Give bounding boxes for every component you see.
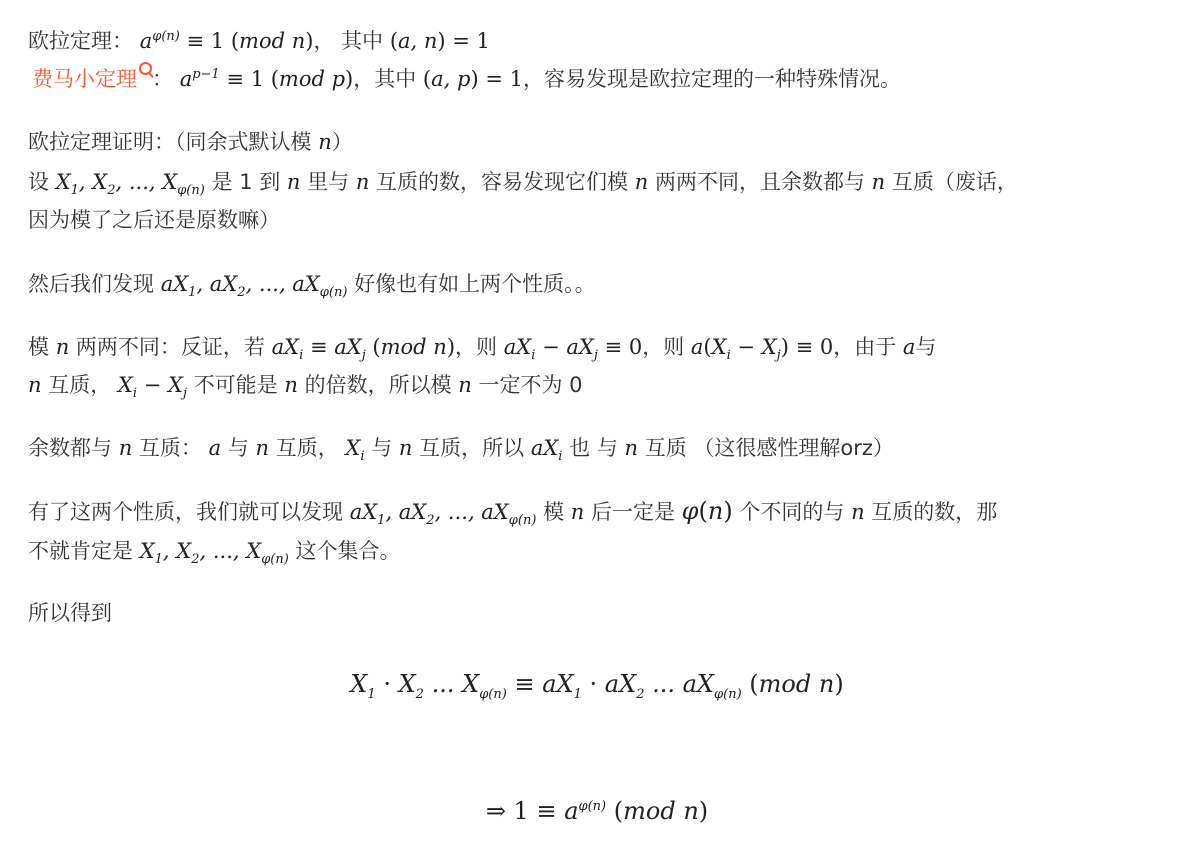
p4-s8: 互质 （这很感性理解orz） [644, 436, 894, 460]
euler-label: 欧拉定理： [28, 29, 133, 53]
math-n: n [398, 436, 413, 460]
p3-line2 [28, 370, 583, 400]
proof-title [28, 127, 353, 157]
math-axi: $aX_i$ [530, 436, 563, 465]
math-xi-xj: $X_i - X_j$ [117, 373, 187, 402]
proof-title-end: ） [331, 130, 353, 154]
p3-s3: ，则 [455, 335, 498, 359]
math-n: n [624, 436, 639, 460]
p3-s7: 互质， [48, 373, 112, 397]
math-n: n [458, 373, 472, 397]
p3-s5: ，由于 [833, 335, 897, 359]
math-a: a [902, 335, 916, 359]
p3-s4: ，则 [642, 335, 685, 359]
p1-s4: 互质的数，容易发现它们模 [376, 170, 629, 194]
p2-s1: 然后我们发现 [28, 272, 154, 296]
p1-line1 [28, 167, 1018, 197]
p3-s8: 不可能是 [193, 373, 278, 397]
p1-s5: 两两不同，且余数都与 [654, 170, 865, 194]
p5-line2a: 不就肯定是 [28, 539, 133, 563]
p3-line1 [28, 332, 936, 362]
p5-s2: 模 [543, 500, 565, 524]
math-ax-set: $aX_1$, $aX_2$, ..., $aX_{\varphi(n)}$ [160, 272, 348, 301]
p4-s6: 互质，所以 [419, 436, 525, 460]
p4-s5: 与 [371, 436, 393, 460]
math-n: n [355, 170, 370, 194]
p5-line2 [28, 536, 401, 566]
math-x-set: $X_1$, $X_2$, ..., $X_{\varphi(n)}$ [139, 539, 289, 568]
fermat-condition: (a, p) = 1 [422, 67, 523, 91]
proof-title-text: 欧拉定理证明：（同余式默认模 [28, 130, 312, 154]
p1-s6: 互质（废话， [891, 170, 1018, 194]
fermat-line [32, 64, 901, 94]
euler-where: 其中 [341, 29, 384, 53]
math-ax-set: $aX_1$, $aX_2$, ..., $aX_{\varphi(n)}$ [349, 500, 537, 529]
p6-line: 所以得到 [28, 601, 112, 625]
fermat-link[interactable]: 费马小定理 [32, 67, 137, 91]
math-a: a [208, 436, 222, 460]
display-equation-2: ⇒ $1 \equiv a^{\varphi(n)}$ (mod n) [485, 797, 709, 825]
p5-s1: 有了这两个性质，我们就可以发现 [28, 500, 343, 524]
p3-s10: 一定不为 0 [478, 373, 583, 397]
p5-line1 [28, 496, 997, 527]
math-n: n [28, 373, 42, 397]
fermat-formula: $a^{p-1} \equiv 1$ (mod p) [179, 67, 354, 91]
math-phi-n: φ(n) [681, 497, 733, 525]
search-icon[interactable] [139, 62, 152, 75]
math-n: n [318, 130, 332, 154]
math-x-set: $X_1$, $X_2$, ..., $X_{\varphi(n)}$ [55, 170, 205, 199]
math-congruence: $aX_i \equiv aX_j$ (mod n) [271, 335, 456, 364]
math-n: n [284, 373, 298, 397]
p4-s3: 与 [227, 436, 249, 460]
math-xi: $X_i$ [345, 436, 365, 465]
p1-s2: 是 1 到 [211, 170, 281, 194]
p3-s2: 两两不同：反证，若 [75, 335, 265, 359]
p1-line2: 因为模了之后还是原数嘛） [28, 208, 280, 232]
math-n: n [255, 436, 270, 460]
fermat-colon: ： [152, 67, 173, 91]
math-diff: $aX_i - aX_j \equiv 0$ [503, 335, 643, 364]
math-n: n [118, 436, 133, 460]
euler-sep: ， [313, 29, 335, 53]
p5-s5: 互质的数，那 [871, 500, 998, 524]
display-equation-1: $X_1 \cdot X_2$ ... $X_{\varphi(n)} \equiv aX_1 \cdot aX_2$ ... $aX_{\varphi(n)}$ (mod n) [350, 670, 844, 702]
math-n: n [55, 335, 70, 359]
math-n: n [570, 500, 585, 524]
p4-s2: 互质： [138, 436, 202, 460]
p5-line2b: 这个集合。 [295, 539, 401, 563]
p3-s9: 的倍数，所以模 [304, 373, 452, 397]
euler-theorem-line [28, 26, 490, 56]
fermat-where: ，其中 [353, 67, 417, 91]
math-n: n [634, 170, 649, 194]
p4-s7: 也 与 [569, 436, 618, 460]
math-factor: $a(X_i - X_j) \equiv 0$ [690, 335, 834, 364]
p5-s3: 后一定是 [590, 500, 675, 524]
p2-s2: 好像也有如上两个性质。。 [354, 272, 596, 296]
p4-s4: 互质， [275, 436, 339, 460]
math-n: n [851, 500, 865, 524]
p1-s1: 设 [28, 170, 49, 194]
p1-s3: 里与 [307, 170, 350, 194]
math-n: n [871, 170, 886, 194]
p4-s1: 余数都与 [28, 436, 112, 460]
math-n: n [286, 170, 301, 194]
euler-condition: (a, n) = 1 [389, 29, 490, 53]
fermat-tail: ，容易发现是欧拉定理的一种特殊情况。 [522, 67, 901, 91]
p5-s4: 个不同的与 [739, 500, 845, 524]
euler-formula: $a^{\varphi(n)} \equiv 1$ (mod n) [139, 29, 314, 53]
p3-s6: 与 [915, 335, 937, 359]
p4-line [28, 433, 894, 463]
p3-s1: 模 [28, 335, 49, 359]
p2-line [28, 269, 596, 299]
